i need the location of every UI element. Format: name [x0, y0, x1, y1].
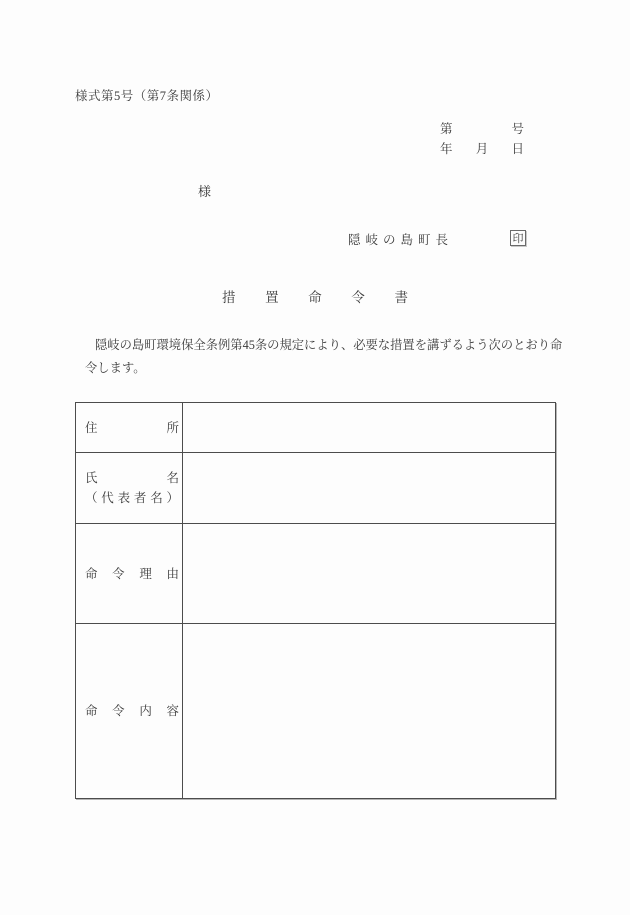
order-reason-label: 命令理由: [85, 566, 179, 581]
body-paragraph: [85, 334, 565, 380]
seal-stamp-label: 印: [512, 233, 524, 245]
body-line: 隠岐の島町環境保全条例第45条の規定により、必要な措置を講ずるよう次のとおり命: [95, 338, 563, 352]
order-content-label: 命令内容: [85, 704, 179, 718]
order-content-value-cell: [183, 624, 556, 799]
issue-number-line: [440, 119, 524, 137]
issue-number-prefix-label: 第: [440, 122, 453, 136]
issuer-name: 隠岐の島町長: [348, 233, 448, 247]
name-label-cell: [76, 453, 183, 524]
order-reason-value-cell: [183, 524, 556, 624]
form-number-label: 様式第5号（第7条関係）: [75, 89, 219, 103]
table-row-order-reason: [76, 524, 556, 624]
recipient-honorific: 様: [198, 184, 212, 199]
seal-stamp-icon: [510, 230, 526, 246]
body-line: 令します。: [85, 361, 146, 375]
name-representative-label: （代表者名）: [85, 491, 179, 505]
date-day-label: 日: [511, 142, 524, 156]
table-row-address: [76, 403, 556, 453]
order-content-label-cell: [76, 624, 183, 799]
order-table: [75, 402, 556, 799]
date-year-label: 年: [440, 142, 453, 156]
table-row-order-content: [76, 624, 556, 799]
table-row-name: [76, 453, 556, 524]
page-title: 措置命令書: [222, 290, 408, 305]
date-month-label: 月: [475, 142, 489, 156]
address-label: 住所: [85, 420, 179, 435]
date-line: [440, 139, 524, 157]
name-label: 氏名: [85, 471, 179, 485]
order-reason-label-cell: [76, 524, 183, 624]
address-value-cell: [183, 403, 556, 453]
address-label-cell: [76, 403, 183, 453]
name-value-cell: [183, 453, 556, 524]
issue-number-suffix-label: 号: [511, 122, 524, 136]
